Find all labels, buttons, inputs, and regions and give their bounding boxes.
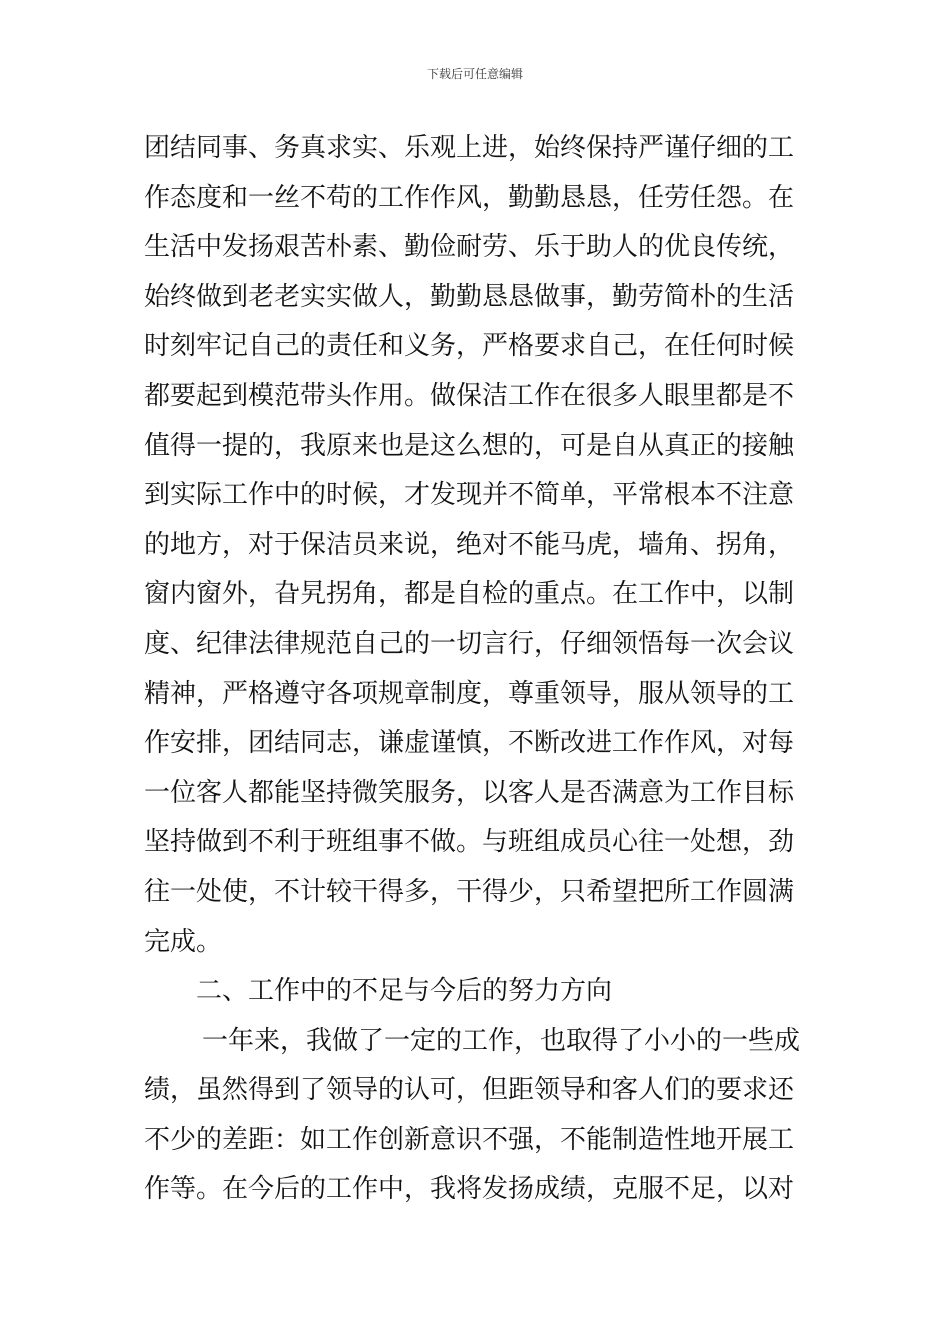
- text-line: 团结同事、务真求实、乐观上进，始终保持严谨仔细的工: [144, 133, 795, 163]
- text-line: 往一处使，不计较干得多，干得少，只希望把所工作圆满: [144, 876, 795, 907]
- text-line: 作等。在今后的工作中，我将发扬成绩，克服不足，以对: [144, 1174, 795, 1205]
- text-line: 作安排，团结同志，谦虚谨慎，不断改进工作作风，对每: [144, 728, 795, 759]
- text-line: 不少的差距：如工作创新意识不强，不能制造性地开展工: [144, 1124, 795, 1155]
- text-line: 完成。: [144, 926, 223, 957]
- text-line: 的地方，对于保洁员来说，绝对不能马虎，墙角、拐角，: [144, 529, 795, 560]
- text-line: 都要起到模范带头作用。做保洁工作在很多人眼里都是不: [144, 380, 795, 411]
- section-heading: 二、工作中的不足与今后的努力方向: [196, 976, 613, 1007]
- text-line: 绩，虽然得到了领导的认可，但距领导和客人们的要求还: [144, 1075, 795, 1106]
- text-line: 坚持做到不利于班组事不做。与班组成员心往一处想，劲: [144, 827, 795, 858]
- document-body: [144, 124, 810, 1215]
- text-line: 一位客人都能坚持微笑服务，以客人是否满意为工作目标: [144, 777, 795, 808]
- text-line: 精神，严格遵守各项规章制度，尊重领导，服从领导的工: [144, 678, 795, 709]
- text-line: 时刻牢记自己的责任和义务，严格要求自己，在任何时候: [144, 331, 795, 362]
- text-line: 生活中发扬艰苦朴素、勤俭耐劳、乐于助人的优良传统，: [144, 232, 795, 263]
- text-line: 度、纪律法律规范自己的一切言行，仔细领悟每一次会议: [144, 628, 795, 659]
- text-line: 作态度和一丝不苟的工作作风，勤勤恳恳，任劳任怨。在: [144, 182, 795, 213]
- text-line: 一年来，我做了一定的工作，也取得了小小的一些成: [202, 1025, 801, 1056]
- text-line: 到实际工作中的时候，才发现并不简单，平常根本不注意: [144, 480, 795, 511]
- text-line: 始终做到老老实实做人，勤勤恳恳做事，勤劳简朴的生活: [144, 281, 795, 312]
- text-line: 值得一提的，我原来也是这么想的，可是自从真正的接触: [144, 430, 795, 461]
- page-header-note: 下载后可任意编辑: [426, 67, 523, 81]
- text-line: 窗内窗外，旮旯拐角，都是自检的重点。在工作中，以制: [144, 579, 795, 610]
